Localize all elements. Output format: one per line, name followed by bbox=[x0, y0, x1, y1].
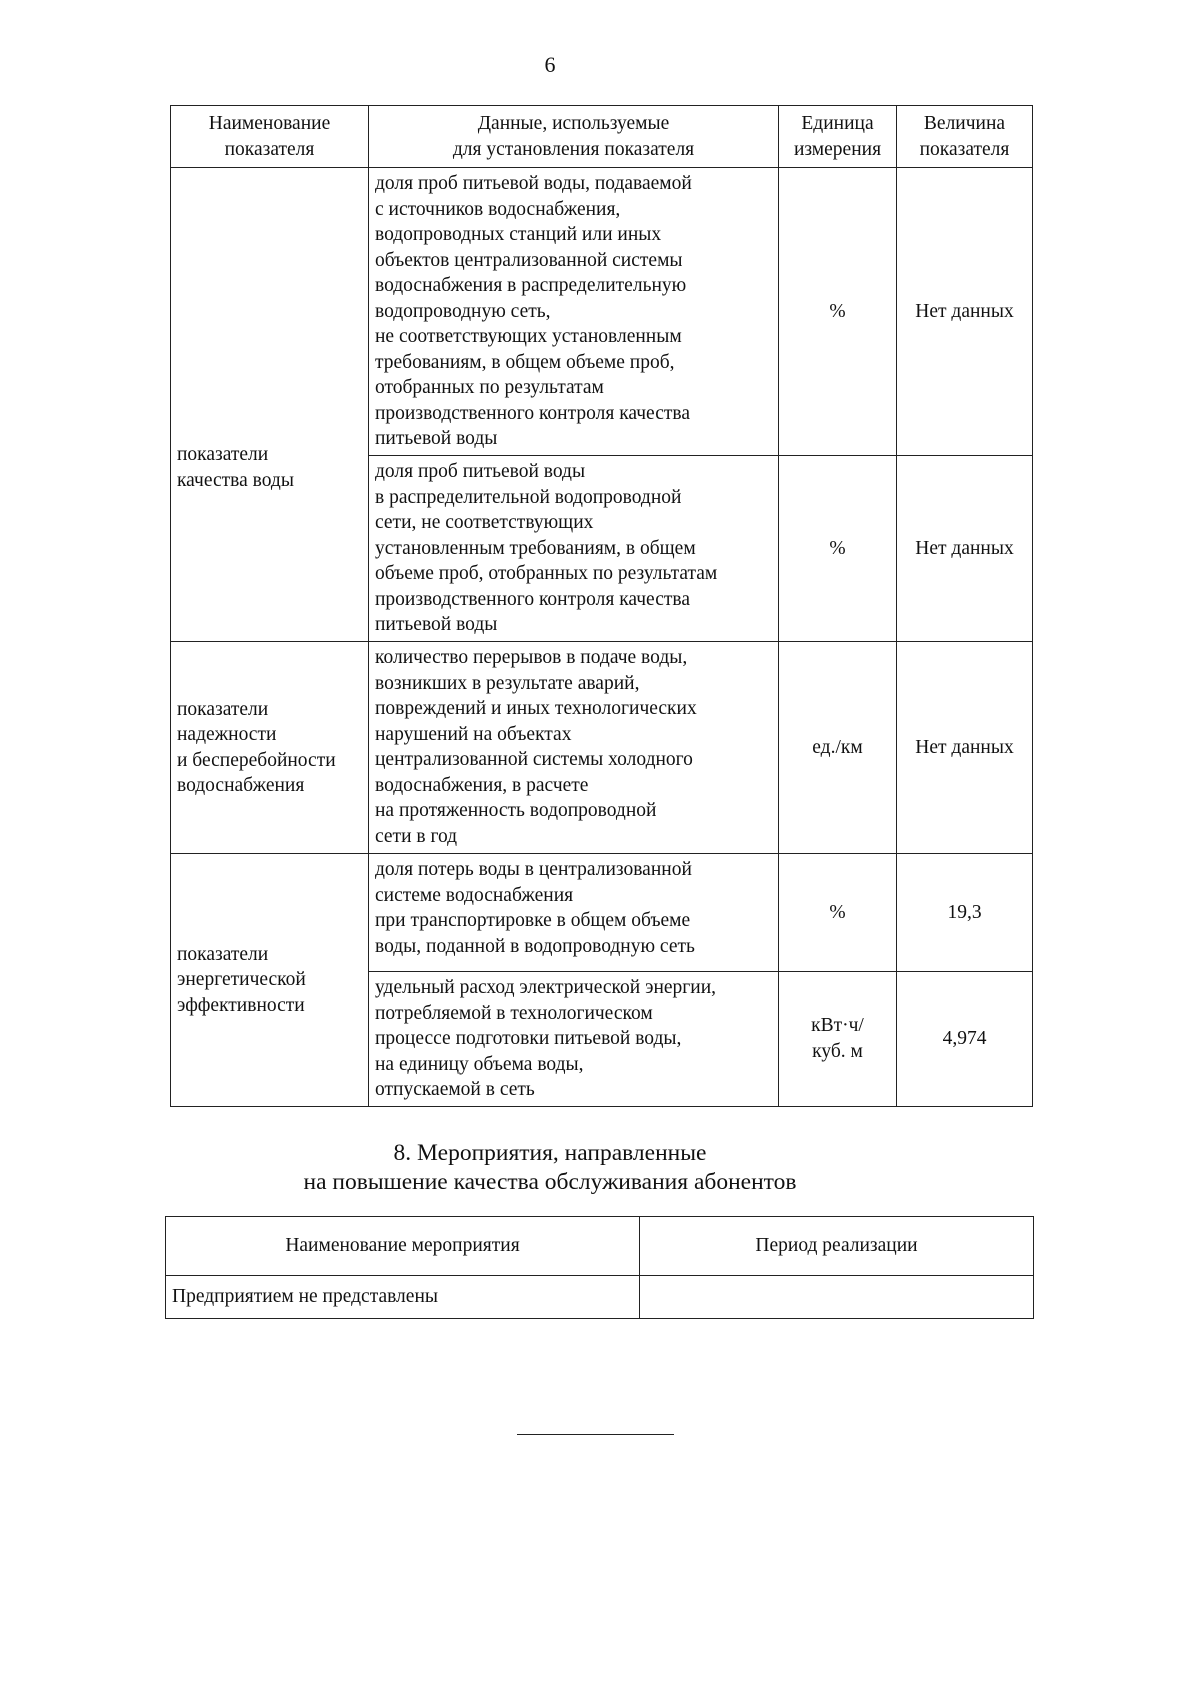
header-indicator-data: Данные, используемые для установления показателя bbox=[369, 106, 779, 168]
indicator-group-name: показатели качества воды bbox=[171, 168, 369, 642]
indicator-value: 19,3 bbox=[897, 854, 1033, 972]
indicator-description: доля потерь воды в централизованной системе водоснабжения при транспортировке в общем объеме воды, поданной в водопроводную сеть bbox=[369, 854, 779, 972]
table-row bbox=[171, 642, 1033, 854]
indicator-description: доля проб питьевой воды, подаваемой с источников водоснабжения, водопроводных станций или иных объектов централизованной системы водоснабжения в распределительную водопроводную сеть, не соответствующих установленным требованиям, в общем объеме проб, отобранных по результатам производственного контроля качества питьевой воды bbox=[369, 168, 779, 456]
page-number: 6 bbox=[544, 52, 556, 77]
indicator-unit: % bbox=[779, 168, 897, 456]
header-measure-name: Наименование мероприятия bbox=[166, 1217, 640, 1276]
header-indicator-name: Наименование показателя bbox=[171, 106, 369, 168]
measure-name: Предприятием не представлены bbox=[166, 1276, 640, 1319]
section-heading-line: 8. Мероприятия, направленные bbox=[393, 1140, 707, 1166]
indicator-unit: % bbox=[779, 854, 897, 972]
indicator-description: количество перерывов в подаче воды, возникших в результате аварий, повреждений и иных технологических нарушений на объектах централизованной системы холодного водоснабжения, в расчете на протяженность водопроводной сети в год bbox=[369, 642, 779, 854]
indicator-description: удельный расход электрической энергии, потребляемой в технологическом процессе подготовки питьевой воды, на единицу объема воды, отпускаемой в сеть bbox=[369, 972, 779, 1107]
indicator-description: доля проб питьевой воды в распределительной водопроводной сети, не соответствующих установленным требованиям, в общем объеме проб, отобранных по результатам производственного контроля качества питьевой воды bbox=[369, 456, 779, 642]
measures-header-row bbox=[166, 1217, 1034, 1276]
header-indicator-unit: Единица измерения bbox=[779, 106, 897, 168]
section-heading-line: на повышение качества обслуживания абонентов bbox=[303, 1169, 797, 1195]
indicators-header-row bbox=[171, 106, 1033, 168]
indicator-unit: ед./км bbox=[779, 642, 897, 854]
measures-table bbox=[165, 1216, 1034, 1319]
indicator-value: Нет данных bbox=[897, 168, 1033, 456]
header-indicator-value: Величина показателя bbox=[897, 106, 1033, 168]
indicator-value: 4,974 bbox=[897, 972, 1033, 1107]
indicator-group-name: показатели надежности и бесперебойности водоснабжения bbox=[171, 642, 369, 854]
indicator-value: Нет данных bbox=[897, 642, 1033, 854]
table-row bbox=[171, 854, 1033, 972]
indicator-group-name: показатели энергетической эффективности bbox=[171, 854, 369, 1107]
table-row bbox=[171, 168, 1033, 456]
section-heading bbox=[0, 1139, 1100, 1197]
indicator-value: Нет данных bbox=[897, 456, 1033, 642]
indicator-unit: % bbox=[779, 456, 897, 642]
measure-period bbox=[640, 1276, 1034, 1319]
header-measure-period: Период реализации bbox=[640, 1217, 1034, 1276]
table-row bbox=[166, 1276, 1034, 1319]
end-divider bbox=[517, 1434, 674, 1435]
indicators-table bbox=[170, 105, 1033, 1107]
indicator-unit: кВт·ч/ куб. м bbox=[779, 972, 897, 1107]
